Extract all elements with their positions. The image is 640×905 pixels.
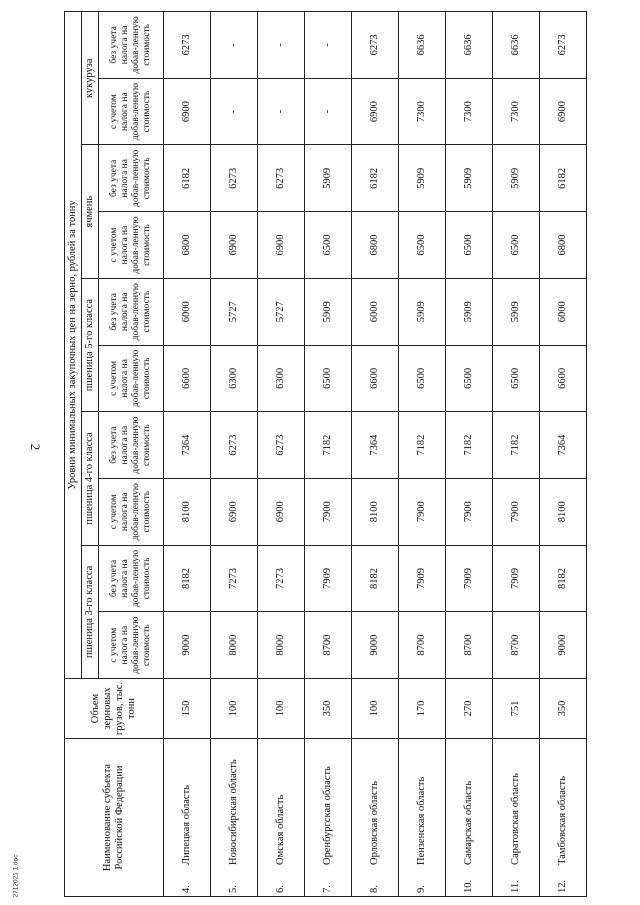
price-cell: 6273	[164, 11, 211, 78]
price-cell: 7182	[399, 412, 446, 479]
region-cell	[399, 739, 446, 897]
price-cell: 7909	[305, 545, 352, 612]
price-cell: 7364	[352, 412, 399, 479]
volume-cell: 270	[446, 679, 493, 739]
region-name: Саратовская область	[510, 773, 521, 865]
crop-header: пшеница 4-го класса	[82, 412, 99, 545]
price-cell: 8182	[164, 545, 211, 612]
price-cell: 6636	[493, 11, 540, 78]
price-cell: 6600	[540, 345, 587, 412]
price-cell: 6500	[399, 345, 446, 412]
row-number: 9.	[416, 885, 427, 893]
price-cell: 7273	[211, 545, 258, 612]
region-name: Тамбовская область	[557, 776, 568, 865]
table-row	[164, 11, 211, 896]
price-cell: 8000	[211, 612, 258, 679]
price-cell: 6500	[446, 345, 493, 412]
price-cell: 8100	[164, 478, 211, 545]
price-cell: 6300	[211, 345, 258, 412]
price-cell: 5909	[305, 145, 352, 212]
region-cell	[164, 739, 211, 897]
price-cell: 6900	[211, 212, 258, 279]
price-cell: 5909	[493, 278, 540, 345]
crop-header: кукуруза	[82, 11, 99, 145]
price-cell: -	[305, 78, 352, 145]
table-row	[493, 11, 540, 896]
price-cell: 6800	[540, 212, 587, 279]
price-cell: 7300	[446, 78, 493, 145]
price-cell: 6273	[211, 412, 258, 479]
price-cell: 6600	[352, 345, 399, 412]
row-number: 10.	[463, 879, 474, 893]
price-cell: 8100	[540, 478, 587, 545]
price-cell: 6000	[540, 278, 587, 345]
region-column-header: Наименование субъекта Российской Федерации	[65, 739, 164, 897]
price-cell: 6500	[493, 345, 540, 412]
price-cell: 6000	[352, 278, 399, 345]
price-cell: 6182	[540, 145, 587, 212]
price-table	[64, 11, 587, 897]
volume-cell: 751	[493, 679, 540, 739]
price-cell: 8182	[540, 545, 587, 612]
with-vat-header: с учетом налога на добав-ленную стоимость	[99, 212, 164, 279]
price-table-container	[64, 12, 629, 897]
volume-cell: 100	[211, 679, 258, 739]
price-cell: 6273	[352, 11, 399, 78]
price-cell: 7909	[493, 545, 540, 612]
price-cell: 6900	[258, 478, 305, 545]
crop-header: пшеница 3-го класса	[82, 545, 99, 678]
price-cell: 6900	[352, 78, 399, 145]
price-cell: 6500	[446, 212, 493, 279]
row-number: 4.	[181, 885, 192, 893]
price-cell: 7900	[446, 478, 493, 545]
volume-cell: 150	[164, 679, 211, 739]
region-cell	[540, 739, 587, 897]
price-cell: 9000	[164, 612, 211, 679]
row-number: 7.	[322, 885, 333, 893]
price-cell: 6273	[540, 11, 587, 78]
price-cell: 8182	[352, 545, 399, 612]
region-cell	[493, 739, 540, 897]
crop-header: пшеница 5-го класса	[82, 278, 99, 411]
price-cell: -	[211, 78, 258, 145]
region-cell	[352, 739, 399, 897]
price-cell: 5909	[399, 145, 446, 212]
price-cell: 7182	[493, 412, 540, 479]
price-cell: 6273	[211, 145, 258, 212]
crop-header: ячмень	[82, 145, 99, 278]
table-row	[540, 11, 587, 896]
price-cell: 6500	[399, 212, 446, 279]
price-cell: 8700	[399, 612, 446, 679]
price-cell: 6900	[540, 78, 587, 145]
price-cell: 7300	[399, 78, 446, 145]
price-cell: 6800	[164, 212, 211, 279]
price-cell: 7182	[446, 412, 493, 479]
row-number: 8.	[369, 885, 380, 893]
with-vat-header: с учетом налога на добав-ленную стоимость	[99, 612, 164, 679]
row-number: 11.	[510, 880, 521, 893]
region-cell	[305, 739, 352, 897]
price-cell: -	[305, 11, 352, 78]
price-cell: 6182	[352, 145, 399, 212]
region-cell	[258, 739, 305, 897]
table-row	[399, 11, 446, 896]
price-cell: 7909	[399, 545, 446, 612]
price-cell: 8700	[493, 612, 540, 679]
price-cell: -	[258, 78, 305, 145]
price-cell: 7900	[305, 478, 352, 545]
price-cell: 5909	[305, 278, 352, 345]
price-cell: 8100	[352, 478, 399, 545]
volume-cell: 100	[258, 679, 305, 739]
price-cell: 5909	[399, 278, 446, 345]
price-cell: 7300	[493, 78, 540, 145]
with-vat-header: с учетом налога на добав-ленную стоимость	[99, 345, 164, 412]
footer-filename: 2712021 1.doc	[12, 854, 20, 898]
table-row	[352, 11, 399, 896]
price-cell: 5727	[258, 278, 305, 345]
price-cell: 7900	[493, 478, 540, 545]
region-name: Омская область	[275, 794, 286, 865]
price-cell: 7364	[164, 412, 211, 479]
page-number: 2	[28, 443, 43, 451]
region-cell	[211, 739, 258, 897]
price-cell: 7273	[258, 545, 305, 612]
row-number: 6.	[275, 885, 286, 893]
region-name: Липецкая область	[181, 785, 192, 865]
price-cell: 7909	[446, 545, 493, 612]
price-cell: 6500	[305, 212, 352, 279]
without-vat-header: без учета налога на добав-ленную стоимость	[99, 412, 164, 479]
table-row	[305, 11, 352, 896]
region-name: Самарская область	[463, 780, 474, 865]
table-row	[446, 11, 493, 896]
price-cell: 6900	[258, 212, 305, 279]
price-levels-header: Уровни минимальных закупочных цен на зерно, рублей за тонну	[65, 11, 82, 678]
price-cell: 6636	[446, 11, 493, 78]
region-name: Орловская область	[369, 780, 380, 865]
row-number: 5.	[228, 885, 239, 893]
price-cell: 6300	[258, 345, 305, 412]
price-cell: 6500	[493, 212, 540, 279]
price-cell: 6182	[164, 145, 211, 212]
without-vat-header: без учета налога на добав-ленную стоимость	[99, 278, 164, 345]
price-cell: 9000	[352, 612, 399, 679]
price-cell: 6600	[164, 345, 211, 412]
price-cell: -	[211, 11, 258, 78]
price-cell: 5909	[446, 278, 493, 345]
with-vat-header: с учетом налога на добав-ленную стоимость	[99, 478, 164, 545]
price-cell: 8700	[305, 612, 352, 679]
volume-cell: 100	[352, 679, 399, 739]
price-cell: 6900	[164, 78, 211, 145]
region-name: Оренбургская область	[322, 766, 333, 865]
without-vat-header: без учета налога на добав-ленную стоимость	[99, 545, 164, 612]
volume-cell: 350	[540, 679, 587, 739]
price-cell: 6273	[258, 145, 305, 212]
price-cell: 6636	[399, 11, 446, 78]
price-cell: 6500	[305, 345, 352, 412]
price-cell: 8000	[258, 612, 305, 679]
price-cell: 6273	[258, 412, 305, 479]
price-cell: 6900	[211, 478, 258, 545]
region-cell	[446, 739, 493, 897]
price-cell: 7364	[540, 412, 587, 479]
volume-column-header: Объем зерновых грузов, тыс. тонн	[65, 679, 164, 739]
price-cell: 5727	[211, 278, 258, 345]
price-cell: -	[258, 11, 305, 78]
table-row	[258, 11, 305, 896]
table-row	[211, 11, 258, 896]
region-name: Пензенская область	[416, 776, 427, 865]
with-vat-header: с учетом налога на добав-ленную стоимость	[99, 78, 164, 145]
price-cell: 6800	[352, 212, 399, 279]
without-vat-header: без учета налога на добав-ленную стоимость	[99, 11, 164, 78]
price-cell: 7182	[305, 412, 352, 479]
region-name: Новосибирская область	[228, 759, 239, 865]
price-table-body	[164, 11, 587, 896]
price-cell: 7900	[399, 478, 446, 545]
volume-cell: 350	[305, 679, 352, 739]
price-cell: 5909	[493, 145, 540, 212]
without-vat-header: без учета налога на добав-ленную стоимость	[99, 145, 164, 212]
price-cell: 9000	[540, 612, 587, 679]
price-cell: 8700	[446, 612, 493, 679]
price-cell: 5909	[446, 145, 493, 212]
price-cell: 6000	[164, 278, 211, 345]
volume-cell: 170	[399, 679, 446, 739]
row-number: 12.	[557, 879, 568, 893]
